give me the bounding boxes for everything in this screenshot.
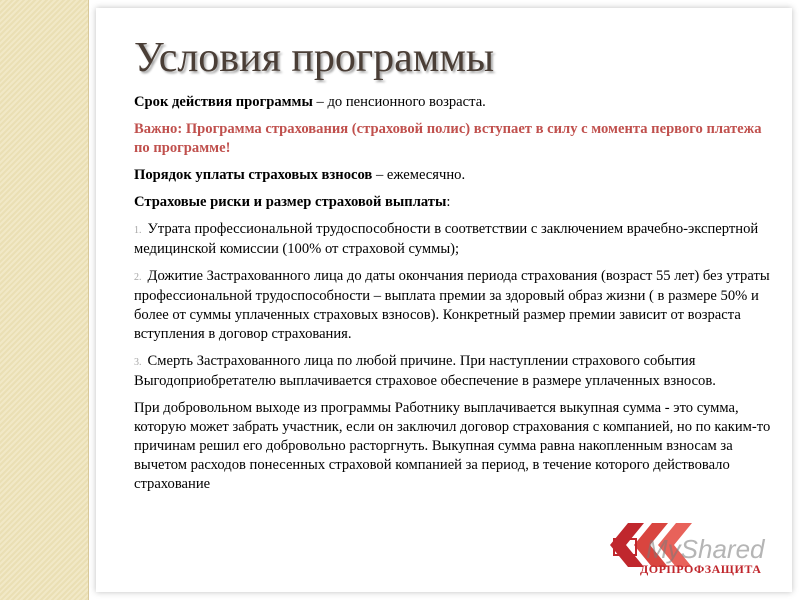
withdrawal-paragraph: При добровольном выходе из программы Работнику выплачивается выкупная сумма - это сумма, которую может забрать участник, если он заключил договор страхования с компанией, но по каким-то причинам решил его добровольно расторгнуть. Выкупная сумма равна накопленным взносам за вычетом расходов понесенных страховой компанией за период, в течение которого действовало страхование xyxy=(134,400,771,492)
watermark-text: MyShared xyxy=(646,534,765,564)
risks-label: Страховые риски и размер страховой выплаты xyxy=(134,194,447,210)
slide-content xyxy=(134,93,774,502)
term-label: Срок действия программы xyxy=(134,94,313,110)
payment-value: – ежемесячно. xyxy=(372,167,466,183)
risk-item-1 xyxy=(134,220,774,259)
decorative-side-band xyxy=(0,0,88,600)
term-paragraph xyxy=(134,93,774,112)
risks-heading xyxy=(134,193,774,212)
term-value: – до пенсионного возраста. xyxy=(312,94,486,110)
important-notice: Важно: Программа страхования (страховой полис) вступает в силу с момента первого платежа по программе! xyxy=(134,121,762,156)
company-name: ДОРПРОФЗАЩИТА xyxy=(640,562,762,576)
risk-number: 2. xyxy=(134,272,142,283)
slide-title: Условия программы xyxy=(134,35,495,81)
risk-item-2 xyxy=(134,267,774,344)
risk-item-3 xyxy=(134,352,774,391)
risk-number: 3. xyxy=(134,357,142,368)
payment-label: Порядок уплаты страховых взносов xyxy=(134,167,373,183)
risks-colon: : xyxy=(446,194,451,210)
payment-paragraph xyxy=(134,166,774,185)
risk-number: 1. xyxy=(134,225,142,236)
side-band-divider xyxy=(88,0,89,600)
risk-text: Дожитие Застрахованного лица до даты окончания периода страхования (возраст 55 лет) без утраты профессиональной трудоспособности – выплата премии за здоровый образ жизни ( в размере 50% и более от суммы уплаченных страховых взносов). Конкретный размер премии зависит от возраста вступления в договор страхования. xyxy=(134,268,770,342)
risk-text: Смерть Застрахованного лица по любой причине. При наступлении страхового события Выгодоприобретателю выплачивается страховое обеспечение в размере уплаченных взносов. xyxy=(134,353,716,389)
risk-text: Утрата профессиональной трудоспособности в соответствии с заключением врачебно-экспертной медицинской комиссии (100% от страховой суммы); xyxy=(134,221,759,257)
